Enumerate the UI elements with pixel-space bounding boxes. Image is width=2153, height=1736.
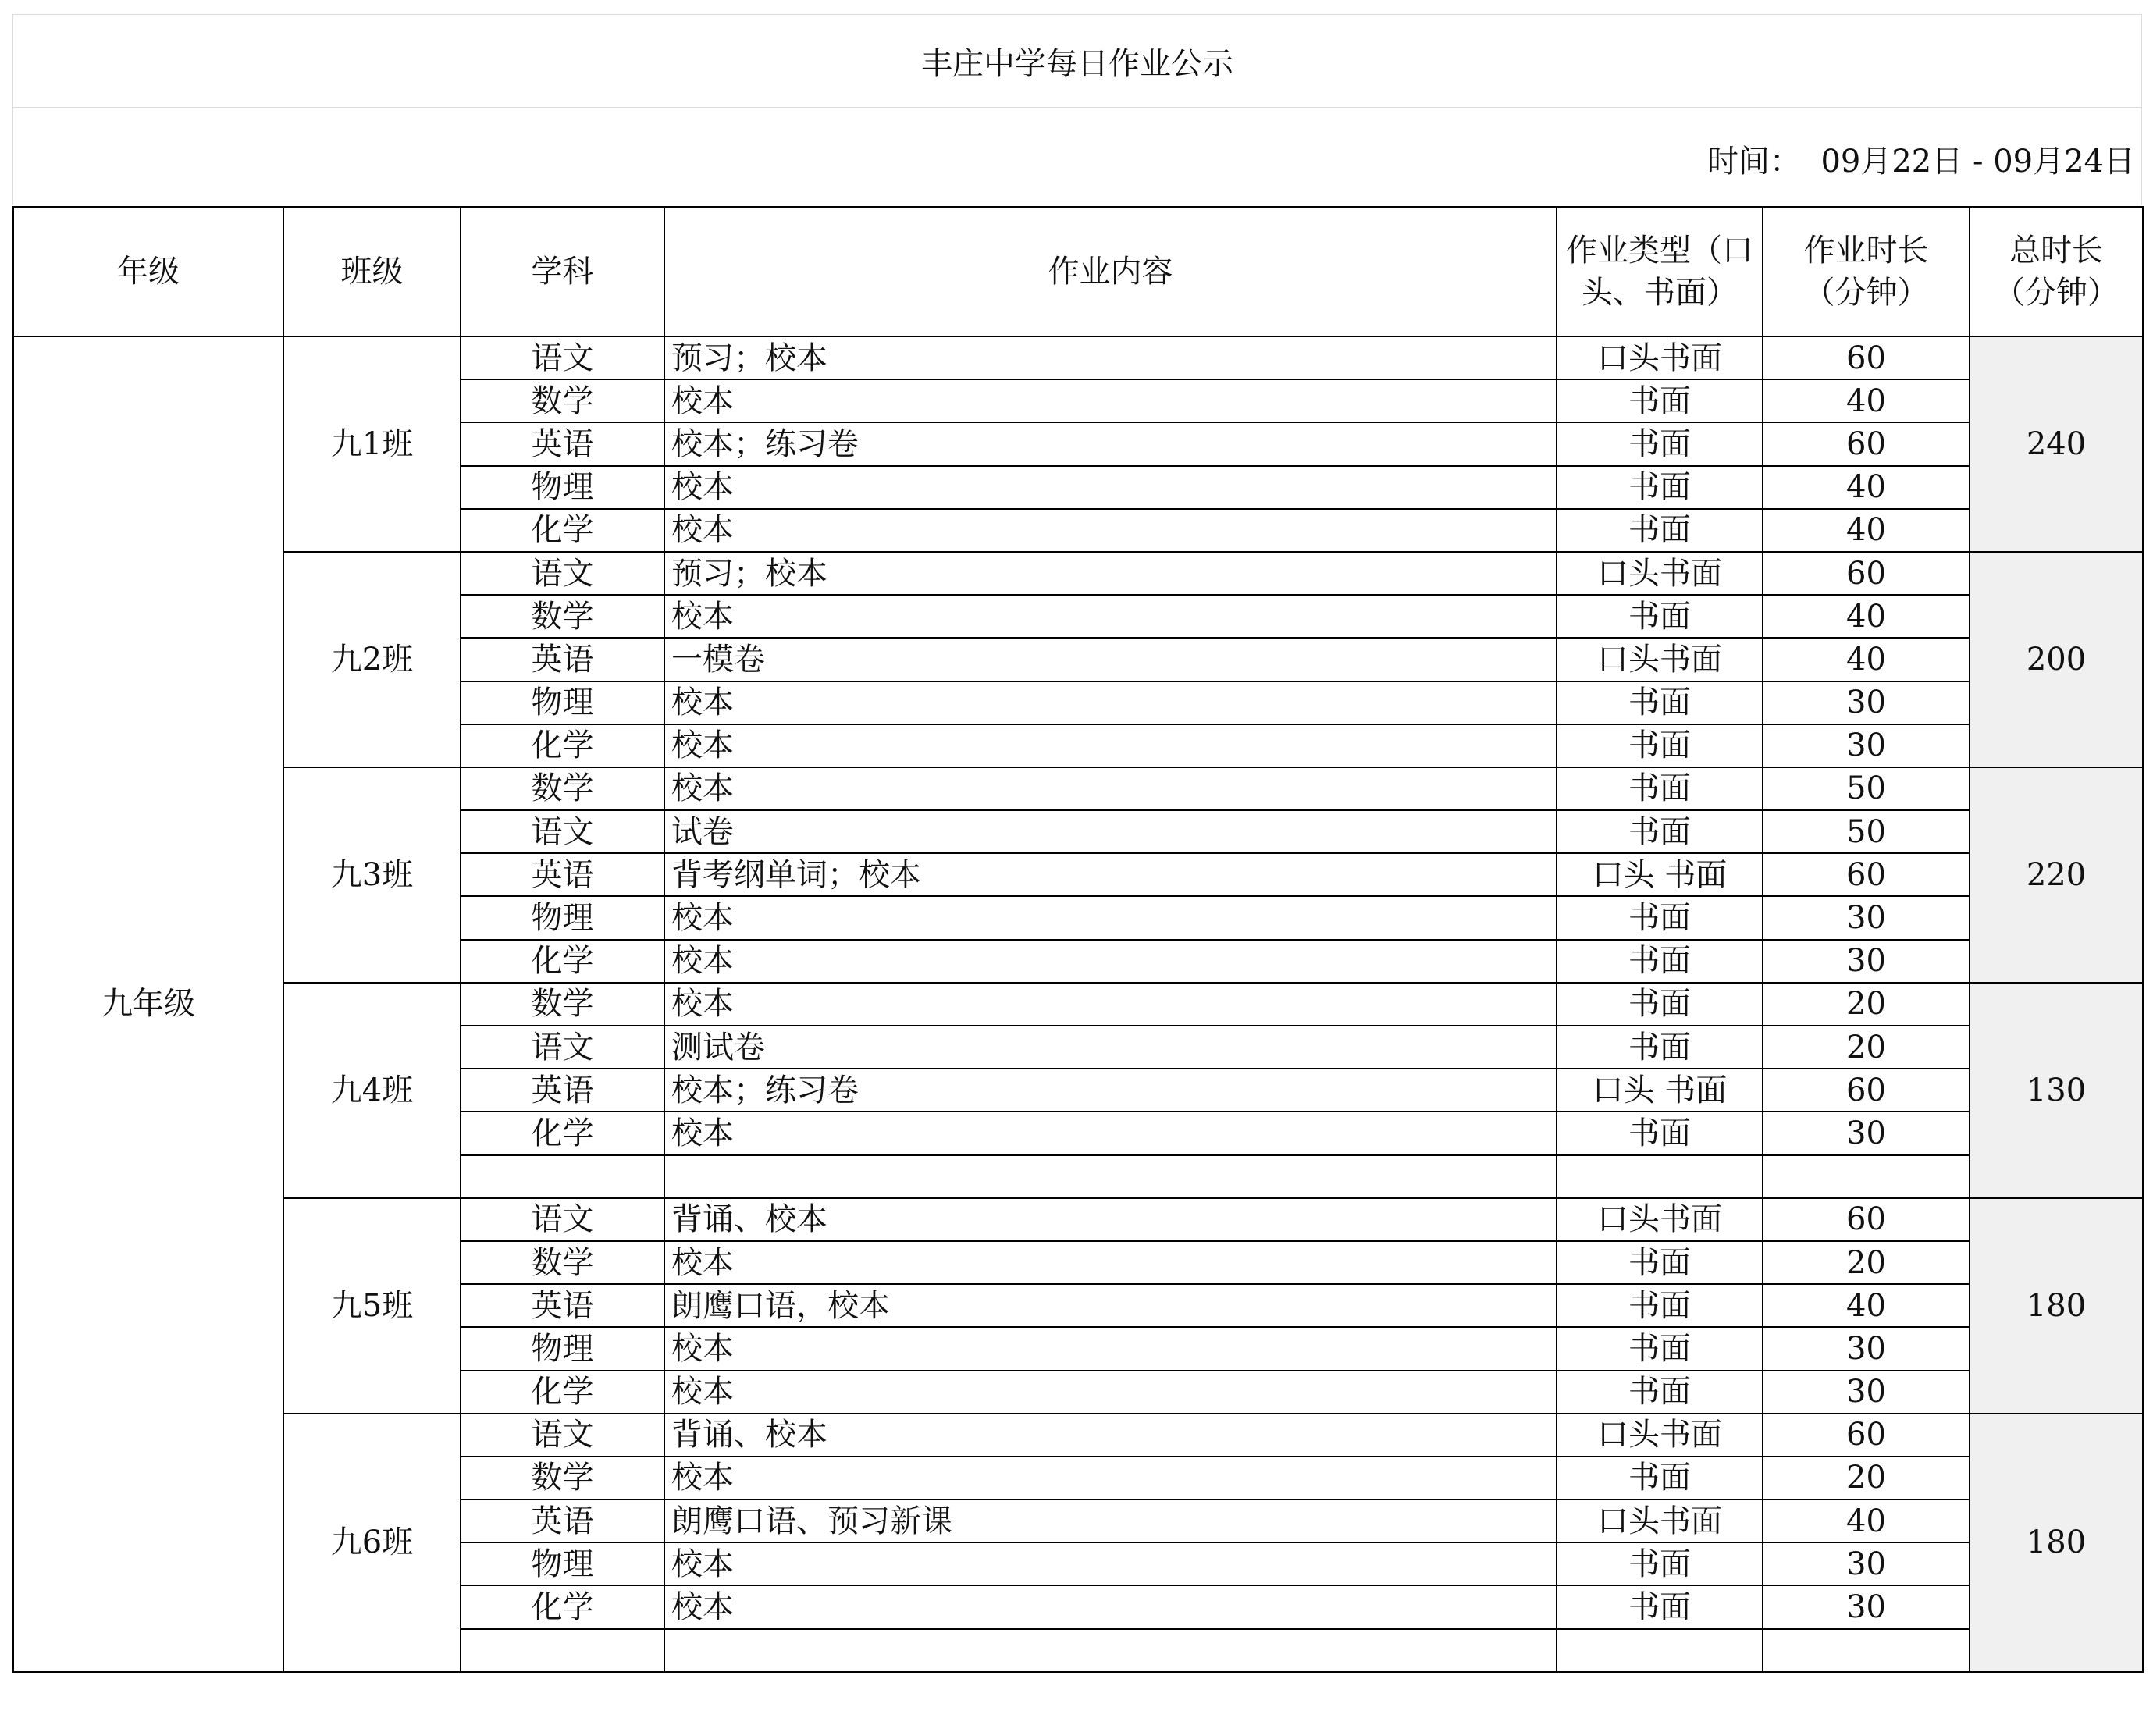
content-cell: 背考纲单词；校本 xyxy=(664,853,1557,896)
subject-cell: 化学 xyxy=(461,1371,664,1414)
type-cell: 书面 xyxy=(1557,983,1763,1026)
type-cell: 书面 xyxy=(1557,810,1763,853)
duration-cell: 60 xyxy=(1763,1198,1970,1241)
content-cell xyxy=(664,1629,1557,1672)
content-cell: 校本；练习卷 xyxy=(664,1069,1557,1112)
content-cell: 校本 xyxy=(664,1112,1557,1154)
duration-cell: 30 xyxy=(1763,1112,1970,1154)
content-cell: 一模卷 xyxy=(664,638,1557,681)
class-cell: 九1班 xyxy=(283,336,461,552)
type-cell: 口头书面 xyxy=(1557,552,1763,595)
subject-cell: 数学 xyxy=(461,1457,664,1499)
type-cell: 口头书面 xyxy=(1557,638,1763,681)
content-cell: 校本 xyxy=(664,724,1557,767)
date-range-cell xyxy=(12,108,2142,205)
subject-cell: 化学 xyxy=(461,509,664,552)
content-cell: 测试卷 xyxy=(664,1026,1557,1069)
class-cell: 九4班 xyxy=(283,983,461,1198)
duration-cell: 60 xyxy=(1763,1069,1970,1112)
total-duration-cell: 130 xyxy=(1970,983,2143,1198)
grade-cell: 九年级 xyxy=(13,336,283,1672)
type-cell xyxy=(1557,1155,1763,1198)
subject-cell: 化学 xyxy=(461,1112,664,1154)
type-cell: 书面 xyxy=(1557,681,1763,724)
type-cell: 书面 xyxy=(1557,379,1763,422)
duration-cell: 40 xyxy=(1763,379,1970,422)
content-cell: 校本 xyxy=(664,983,1557,1026)
table-body xyxy=(13,336,2143,1672)
subject-cell: 数学 xyxy=(461,379,664,422)
duration-cell: 30 xyxy=(1763,681,1970,724)
subject-cell: 物理 xyxy=(461,896,664,939)
content-cell: 校本 xyxy=(664,466,1557,509)
class-cell: 九2班 xyxy=(283,552,461,767)
subject-cell xyxy=(461,1155,664,1198)
total-duration-cell: 180 xyxy=(1970,1198,2143,1414)
type-cell: 书面 xyxy=(1557,940,1763,983)
duration-cell: 20 xyxy=(1763,1457,1970,1499)
content-cell: 背诵、校本 xyxy=(664,1198,1557,1241)
subject-cell: 英语 xyxy=(461,1284,664,1327)
duration-cell: 60 xyxy=(1763,1414,1970,1457)
type-cell: 书面 xyxy=(1557,422,1763,465)
content-cell: 校本 xyxy=(664,896,1557,939)
type-cell: 口头书面 xyxy=(1557,336,1763,379)
table-row xyxy=(13,336,2143,379)
content-cell: 校本 xyxy=(664,1457,1557,1499)
duration-cell: 60 xyxy=(1763,336,1970,379)
type-cell: 口头书面 xyxy=(1557,1414,1763,1457)
duration-cell: 30 xyxy=(1763,1542,1970,1585)
subject-cell: 英语 xyxy=(461,422,664,465)
total-duration-cell: 180 xyxy=(1970,1414,2143,1672)
subject-cell: 语文 xyxy=(461,336,664,379)
table-row xyxy=(13,552,2143,595)
duration-cell: 60 xyxy=(1763,552,1970,595)
subject-cell: 语文 xyxy=(461,1026,664,1069)
type-cell: 书面 xyxy=(1557,1542,1763,1585)
header-total xyxy=(1970,207,2143,336)
subject-cell: 英语 xyxy=(461,1069,664,1112)
class-cell: 九5班 xyxy=(283,1198,461,1414)
duration-cell: 20 xyxy=(1763,983,1970,1026)
table-row xyxy=(13,1198,2143,1241)
subject-cell: 化学 xyxy=(461,724,664,767)
header-class: 班级 xyxy=(283,207,461,336)
sheet-title: 丰庄中学每日作业公示 xyxy=(921,45,1233,82)
content-cell: 朗鹰口语，校本 xyxy=(664,1284,1557,1327)
class-cell: 九6班 xyxy=(283,1414,461,1672)
content-cell: 校本 xyxy=(664,1327,1557,1370)
header-grade: 年级 xyxy=(13,207,283,336)
table-row xyxy=(13,767,2143,810)
duration-cell: 40 xyxy=(1763,595,1970,638)
duration-cell: 50 xyxy=(1763,767,1970,810)
class-cell: 九3班 xyxy=(283,767,461,983)
duration-cell: 20 xyxy=(1763,1241,1970,1284)
table-row xyxy=(13,1414,2143,1457)
total-duration-cell: 240 xyxy=(1970,336,2143,552)
duration-cell: 30 xyxy=(1763,896,1970,939)
content-cell: 校本 xyxy=(664,767,1557,810)
duration-cell: 30 xyxy=(1763,1371,1970,1414)
content-cell: 校本 xyxy=(664,1371,1557,1414)
subject-cell: 化学 xyxy=(461,1585,664,1628)
duration-cell: 60 xyxy=(1763,422,1970,465)
content-cell: 试卷 xyxy=(664,810,1557,853)
content-cell: 背诵、校本 xyxy=(664,1414,1557,1457)
duration-cell: 50 xyxy=(1763,810,1970,853)
duration-cell: 40 xyxy=(1763,1284,1970,1327)
subject-cell: 物理 xyxy=(461,1327,664,1370)
type-cell: 口头 书面 xyxy=(1557,1069,1763,1112)
type-cell: 书面 xyxy=(1557,767,1763,810)
table-row xyxy=(13,983,2143,1026)
header-subject: 学科 xyxy=(461,207,664,336)
subject-cell: 语文 xyxy=(461,810,664,853)
duration-cell: 30 xyxy=(1763,1585,1970,1628)
type-cell: 书面 xyxy=(1557,896,1763,939)
subject-cell: 英语 xyxy=(461,1499,664,1542)
subject-cell: 化学 xyxy=(461,940,664,983)
subject-cell: 数学 xyxy=(461,595,664,638)
type-cell: 书面 xyxy=(1557,724,1763,767)
subject-cell: 数学 xyxy=(461,1241,664,1284)
type-cell: 书面 xyxy=(1557,1241,1763,1284)
type-cell: 书面 xyxy=(1557,466,1763,509)
duration-cell: 20 xyxy=(1763,1026,1970,1069)
content-cell: 校本 xyxy=(664,1542,1557,1585)
subject-cell: 英语 xyxy=(461,853,664,896)
header-duration-label: 作业时长（分钟） xyxy=(1803,233,1929,311)
duration-cell xyxy=(1763,1629,1970,1672)
type-cell: 书面 xyxy=(1557,509,1763,552)
subject-cell: 语文 xyxy=(461,1414,664,1457)
homework-table xyxy=(12,206,2144,1673)
content-cell xyxy=(664,1155,1557,1198)
duration-cell: 30 xyxy=(1763,940,1970,983)
content-cell: 校本 xyxy=(664,1585,1557,1628)
content-cell: 校本 xyxy=(664,379,1557,422)
type-cell xyxy=(1557,1629,1763,1672)
duration-cell: 40 xyxy=(1763,509,1970,552)
subject-cell: 数学 xyxy=(461,983,664,1026)
header-duration xyxy=(1763,207,1970,336)
homework-sheet xyxy=(12,14,2142,1724)
duration-cell: 40 xyxy=(1763,638,1970,681)
sheet-title-cell xyxy=(12,14,2142,108)
content-cell: 校本 xyxy=(664,681,1557,724)
duration-cell: 60 xyxy=(1763,853,1970,896)
subject-cell: 数学 xyxy=(461,767,664,810)
header-content: 作业内容 xyxy=(664,207,1557,336)
subject-cell: 语文 xyxy=(461,552,664,595)
type-cell: 口头 书面 xyxy=(1557,853,1763,896)
content-cell: 预习；校本 xyxy=(664,336,1557,379)
subject-cell xyxy=(461,1629,664,1672)
content-cell: 校本 xyxy=(664,595,1557,638)
type-cell: 书面 xyxy=(1557,1112,1763,1154)
content-cell: 校本 xyxy=(664,509,1557,552)
duration-cell xyxy=(1763,1155,1970,1198)
subject-cell: 英语 xyxy=(461,638,664,681)
header-type xyxy=(1557,207,1763,336)
header-type-label: 作业类型（口头、书面） xyxy=(1566,233,1753,311)
type-cell: 书面 xyxy=(1557,1327,1763,1370)
duration-cell: 30 xyxy=(1763,724,1970,767)
total-duration-cell: 220 xyxy=(1970,767,2143,983)
type-cell: 书面 xyxy=(1557,1457,1763,1499)
content-cell: 预习；校本 xyxy=(664,552,1557,595)
subject-cell: 物理 xyxy=(461,1542,664,1585)
date-range: 时间： 09月22日 - 09月24日 xyxy=(1707,144,2135,180)
header-row xyxy=(13,207,2143,336)
content-cell: 校本 xyxy=(664,940,1557,983)
content-cell: 朗鹰口语、预习新课 xyxy=(664,1499,1557,1542)
content-cell: 校本 xyxy=(664,1241,1557,1284)
total-duration-cell: 200 xyxy=(1970,552,2143,767)
subject-cell: 物理 xyxy=(461,681,664,724)
type-cell: 口头书面 xyxy=(1557,1499,1763,1542)
type-cell: 书面 xyxy=(1557,1284,1763,1327)
subject-cell: 物理 xyxy=(461,466,664,509)
subject-cell: 语文 xyxy=(461,1198,664,1241)
content-cell: 校本；练习卷 xyxy=(664,422,1557,465)
type-cell: 书面 xyxy=(1557,1371,1763,1414)
duration-cell: 40 xyxy=(1763,466,1970,509)
duration-cell: 40 xyxy=(1763,1499,1970,1542)
type-cell: 书面 xyxy=(1557,595,1763,638)
type-cell: 书面 xyxy=(1557,1585,1763,1628)
duration-cell: 30 xyxy=(1763,1327,1970,1370)
header-total-label: 总时长（分钟） xyxy=(1994,233,2119,311)
type-cell: 口头书面 xyxy=(1557,1198,1763,1241)
type-cell: 书面 xyxy=(1557,1026,1763,1069)
